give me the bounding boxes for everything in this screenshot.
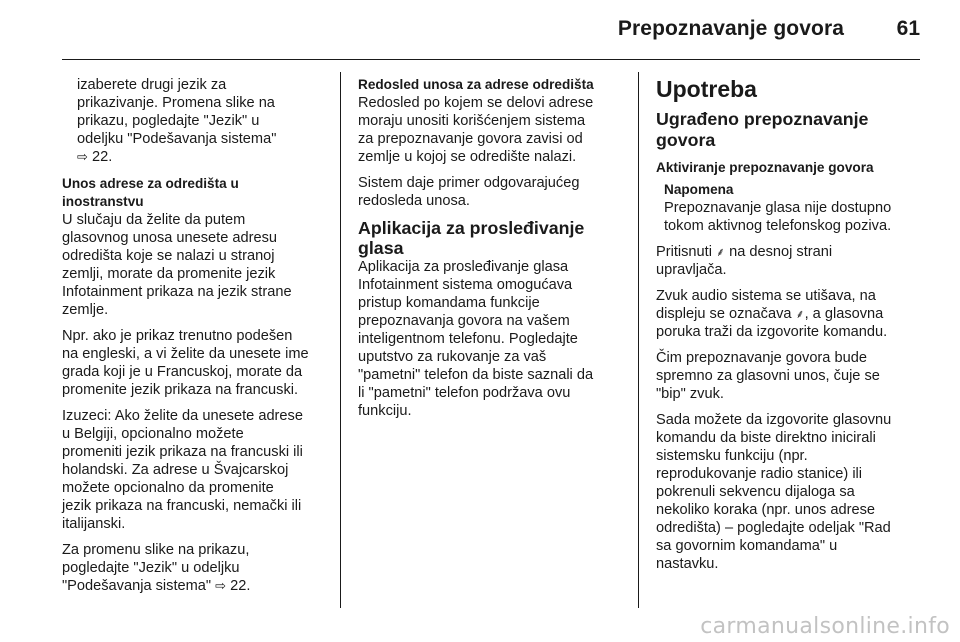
column-divider-right	[638, 72, 639, 608]
system-example-paragraph: Sistem daje primer odgovarajućeg redosleda unosa.	[358, 175, 580, 209]
note-text: Prepoznavanje glasa nije dostupno tokom aktivnog telefonskog poziva.	[664, 200, 892, 234]
change-display-paragraph: Za promenu slike na prikazu, pogledajte "Jezik" u odeljku "Podešavanja sistema" ⇨ 22.	[62, 542, 251, 594]
usage-heading: Upotreba	[656, 76, 757, 102]
example-paragraph: Npr. ako je prikaz trenutno podešen na engleski, a vi želite da unesete ime grada koji je u Francuskoj, morate da promenite jezik prikaza na francuski.	[62, 328, 309, 398]
ready-paragraph: Čim prepoznavanje govora bude spremno za glasovni unos, čuje se "bip" zvuk.	[656, 350, 880, 402]
note-box	[656, 181, 928, 235]
builtin-recognition-heading: Ugrađeno prepoznavanje govora	[656, 109, 869, 150]
column-divider-left	[340, 72, 341, 608]
commands-paragraph: Sada možete da izgovorite glasovnu komandu da biste direktno inicirali sistemsku funkciju (npr. reprodukovanje radio stanice) ili pokrenuli sekvencu dijaloga sa nekoliko koraka (npr. unos adrese odredišta) – pogledajte odeljak "Rad sa govornim komandama" u nastavku.	[656, 412, 892, 572]
foreign-address-heading: Unos adrese za odredišta u inostranstvu	[62, 176, 239, 209]
entry-order-heading: Redosled unosa za adrese odredišta	[358, 77, 594, 92]
page-number: 61	[896, 17, 920, 40]
press-paragraph: Pritisnuti ⸙ na desnoj strani upravljača.	[656, 244, 833, 278]
exceptions-paragraph: Izuzeci: Ako želite da unesete adrese u Belgiji, opcionalno možete promeniti jezik prikaza na francuski ili holandski. Za adrese u Švajcarskoj možete opcionalno da promenite jezik prikaza na francuski, nemački ili italijanski.	[62, 408, 303, 532]
watermark: carmanualsonline.info	[700, 614, 950, 639]
note-title: Napomena	[664, 182, 734, 197]
page-ref-arrow-icon: ⇨	[77, 150, 88, 165]
column-right	[656, 76, 928, 581]
voice-passthrough-paragraph: Aplikacija za prosleđivanje glasa Infotainment sistema omogućava pristup komandama funkcije prepoznavanja govora na vašem inteligentnom telefonu. Pogledajte uputstvo za rukovanje za vaš "pametni" telefon da biste saznali da li "pametni" telefon podržava ovu funkciju.	[358, 259, 594, 419]
page-title: Prepoznavanje govora	[617, 17, 844, 40]
page-header	[0, 0, 960, 60]
voice-control-icon: ⸙	[716, 245, 726, 259]
audio-mute-paragraph: Zvuk audio sistema se utišava, na displeju se označava ⸙, a glasovna poruka traži da izgovorite komandu.	[656, 288, 888, 340]
voice-passthrough-heading: Aplikacija za prosleđivanje glasa	[358, 218, 585, 258]
entry-order-paragraph: Redosled po kojem se delovi adrese moraju unositi korišćenjem sistema za prepoznavanje govora zavisi od zemlje u kojoj se odredište nalazi.	[358, 95, 594, 165]
column-middle	[358, 76, 630, 428]
foreign-address-paragraph: U slučaju da želite da putem glasovnog unosa unesete adresu odredišta koje se nalazi u stranoj zemlji, morate da promenite jezik Infotainment prikaza na jezik strane zemlje.	[62, 212, 292, 318]
activation-heading: Aktiviranje prepoznavanje govora	[656, 160, 874, 175]
intro-paragraph: izaberete drugi jezik za prikazivanje. Promena slike na prikazu, pogledajte "Jezik" u odeljku "Podešavanja sistema" ⇨ 22.	[77, 77, 277, 165]
header-rule	[62, 59, 920, 60]
voice-control-icon: ⸙	[795, 307, 805, 321]
page-ref-arrow-icon: ⇨	[215, 579, 227, 594]
column-left	[62, 76, 334, 604]
